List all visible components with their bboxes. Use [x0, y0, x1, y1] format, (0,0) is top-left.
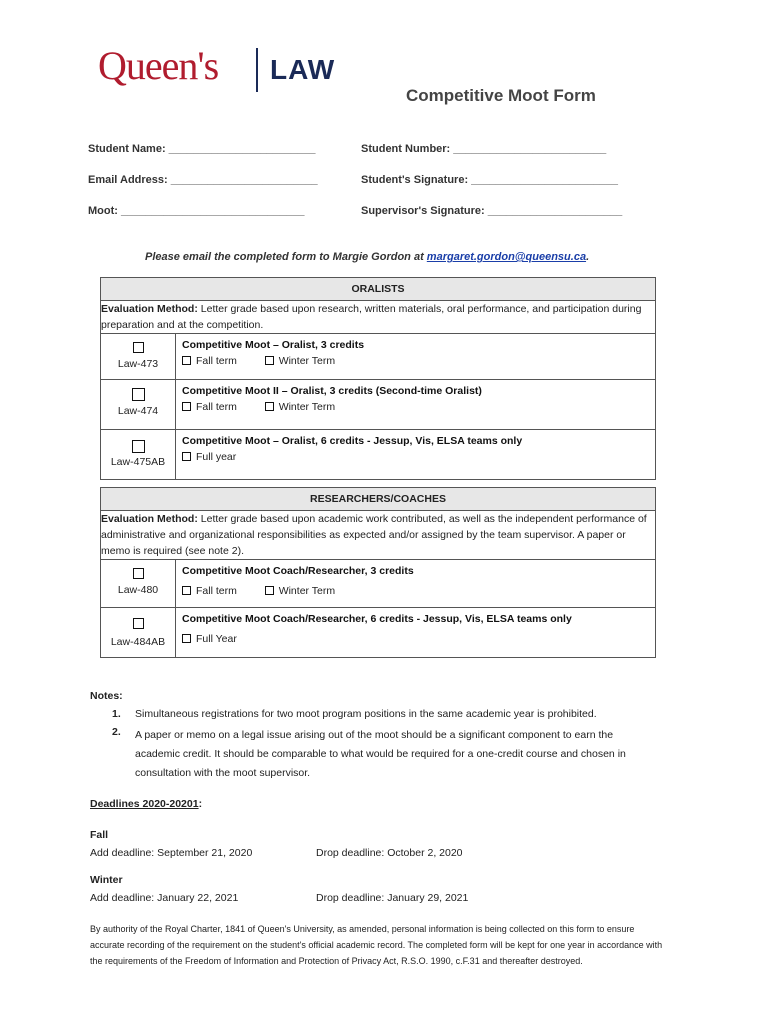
researchers-evaluation	[101, 511, 656, 560]
term-label: Full Year	[196, 633, 237, 645]
course-detail	[176, 380, 656, 430]
notes-heading: Notes:	[90, 690, 123, 702]
course-code-cell	[101, 608, 176, 658]
course-code-cell	[101, 380, 176, 430]
eval-text: Letter grade based upon research, written materials, oral performance, and participation during preparation and at the competition.	[101, 303, 642, 331]
course-terms	[182, 633, 649, 645]
course-code: Law-473	[117, 358, 159, 370]
course-code: Law-480	[117, 584, 159, 596]
course-detail	[176, 334, 656, 380]
deadlines-colon: :	[198, 798, 203, 810]
oralists-heading: ORALISTS	[101, 278, 656, 301]
note-text: A paper or memo on a legal issue arising out of the moot should be a significant component to earn the academic credit. It should be comparable to what would be required for a one-credit course and chosen in consultation with the moot supervisor.	[135, 729, 626, 779]
email-field[interactable]: Email Address: ________________________	[88, 174, 318, 186]
course-terms	[182, 401, 649, 413]
term-label: Fall term	[196, 355, 237, 367]
eval-label: Evaluation Method:	[101, 303, 198, 315]
queens-logo-text: Queen's	[98, 43, 219, 88]
winter-term-checkbox[interactable]	[265, 356, 274, 365]
course-detail	[176, 560, 656, 608]
course-terms	[182, 451, 649, 463]
course-code: Law-474	[117, 405, 159, 417]
full-year-checkbox[interactable]	[182, 634, 191, 643]
winter-label: Winter	[90, 874, 123, 886]
course-title: Competitive Moot II – Oralist, 3 credits (Second-time Oralist)	[182, 385, 482, 397]
logo-divider	[256, 48, 258, 92]
course-code: Law-484AB	[110, 636, 166, 648]
student-name-field[interactable]: Student Name: ________________________	[88, 143, 316, 155]
eval-label: Evaluation Method:	[101, 513, 198, 525]
fall-drop-deadline: Drop deadline: October 2, 2020	[316, 847, 463, 859]
deadlines-title: Deadlines 2020-20201	[90, 798, 199, 810]
law-480-checkbox[interactable]	[133, 568, 144, 579]
term-label: Fall term	[196, 401, 237, 413]
coordinator-email-link[interactable]: margaret.gordon@queensu.ca	[426, 251, 587, 263]
fall-add-deadline: Add deadline: September 21, 2020	[90, 847, 253, 859]
course-code: Law-475AB	[110, 456, 166, 468]
winter-add-deadline: Add deadline: January 22, 2021	[90, 892, 239, 904]
course-terms	[182, 585, 649, 597]
oralists-table	[100, 277, 656, 480]
winter-term-checkbox[interactable]	[265, 402, 274, 411]
course-code-cell	[101, 334, 176, 380]
course-detail	[176, 430, 656, 480]
eval-text: Letter grade based upon academic work contributed, as well as the independent performance of administrative and organizational responsibilities as expected and/or assigned by the team supervisor. A paper or memo is required (see note 2).	[101, 513, 647, 557]
term-label: Winter Term	[278, 585, 336, 597]
term-label: Full year	[196, 451, 237, 463]
winter-term-checkbox[interactable]	[265, 586, 274, 595]
moot-field[interactable]: Moot: ______________________________	[88, 205, 305, 217]
form-title: Competitive Moot Form	[406, 86, 596, 105]
course-title: Competitive Moot – Oralist, 6 credits - Jessup, Vis, ELSA teams only	[182, 435, 523, 447]
term-label: Fall term	[196, 585, 237, 597]
term-label: Winter Term	[278, 355, 336, 367]
term-label: Winter Term	[278, 401, 336, 413]
note-number: 2.	[112, 726, 121, 738]
law-474-checkbox[interactable]	[132, 388, 145, 401]
law-475ab-checkbox[interactable]	[132, 440, 145, 453]
course-code-cell	[101, 560, 176, 608]
course-title: Competitive Moot Coach/Researcher, 3 credits	[182, 565, 414, 577]
course-detail	[176, 608, 656, 658]
oralists-evaluation	[101, 301, 656, 334]
law-484ab-checkbox[interactable]	[133, 618, 144, 629]
instruction-prefix: Please email the completed form to Margie Gordon at	[145, 251, 427, 263]
supervisor-signature-field[interactable]: Supervisor's Signature: ______________________	[361, 205, 623, 217]
course-title: Competitive Moot – Oralist, 3 credits	[182, 339, 365, 351]
note-number: 1.	[112, 708, 121, 720]
note-text: Simultaneous registrations for two moot program positions in the same academic year is prohibited.	[135, 708, 597, 720]
instruction-suffix: .	[586, 251, 590, 263]
fall-label: Fall	[90, 829, 109, 841]
fall-term-checkbox[interactable]	[182, 586, 191, 595]
student-number-field[interactable]: Student Number: _________________________	[361, 143, 607, 155]
fall-term-checkbox[interactable]	[182, 356, 191, 365]
course-code-cell	[101, 430, 176, 480]
law-logo-text: LAW	[270, 54, 336, 85]
email-instruction	[145, 251, 589, 263]
law-473-checkbox[interactable]	[133, 342, 144, 353]
student-signature-field[interactable]: Student's Signature: ________________________	[361, 174, 619, 186]
fall-term-checkbox[interactable]	[182, 402, 191, 411]
full-year-checkbox[interactable]	[182, 452, 191, 461]
course-terms	[182, 355, 649, 367]
deadlines-heading	[90, 798, 202, 810]
winter-drop-deadline: Drop deadline: January 29, 2021	[316, 892, 469, 904]
privacy-notice: By authority of the Royal Charter, 1841 of Queen's University, as amended, personal information is being collected on this form to ensure accurate recording of the requirement on the student's official academic record. The completed form will be kept for one year in accordance with the requirements of the Freedom of Information and Protection of Privacy Act, R.S.O. 1990, c.F.31 and thereafter destroyed.	[90, 924, 663, 966]
researchers-heading: RESEARCHERS/COACHES	[101, 488, 656, 511]
researchers-table	[100, 487, 656, 658]
course-title: Competitive Moot Coach/Researcher, 6 credits - Jessup, Vis, ELSA teams only	[182, 613, 572, 625]
